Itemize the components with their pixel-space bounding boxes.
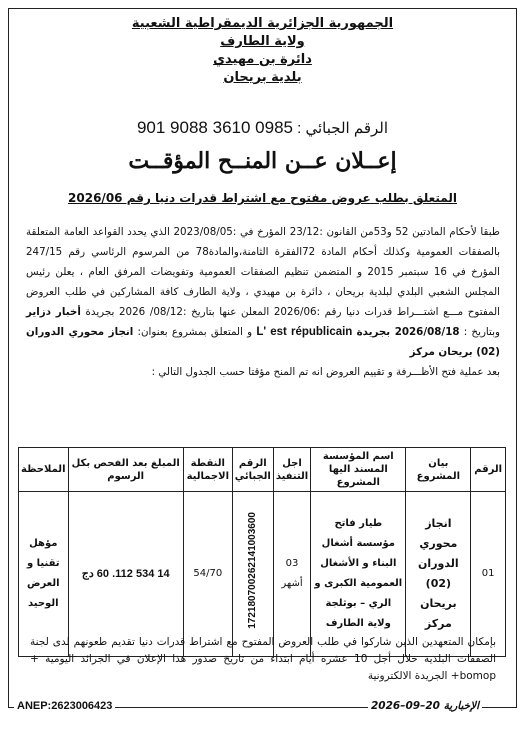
award-table [18, 447, 506, 657]
header-commune: بلدية بريحان [223, 70, 302, 85]
table-header-row [19, 448, 506, 492]
cell-tax [232, 492, 273, 657]
newspaper-name: أخبار دزاير [26, 306, 81, 318]
header-daira: دائرة بن مهيدي [213, 52, 312, 67]
header-num: الرقم [471, 448, 506, 492]
project-title: انجاز محوري الدوران (02) بريحان مركز [26, 326, 500, 358]
header-amount: المبلغ بعد الفحص بكل الرسوم [68, 448, 183, 492]
tax-id [0, 118, 525, 138]
tax-id-value: 0985 3610 9088 901 [136, 118, 293, 137]
cell-score: 54/70 [183, 492, 232, 657]
header-wilaya: ولاية الطارف [220, 34, 305, 49]
header-note: الملاحظة [19, 448, 69, 492]
header-project: بيان المشروع [406, 448, 471, 492]
cell-num: 01 [471, 492, 506, 657]
notice-body [26, 222, 500, 382]
body-paragraph: طبقا لأحكام المادتين 52 و53من القانون :23/12 المؤرخ في :2023/08/05 الذي يحدد القواعد العامة المتعلقة بالصفقات العمومية وكذلك أحكام المادة 72الفقرة الثامنة،والمادة78 من المرسوم الرئاسي رقم 247/15 المؤرخ في 16 سبتمبر 2015 و المتضمن تنظيم الصفقات العمومية وتفويضات المرفق العام ، يعلن رئيس المجلس الشعبي البلدي لبلدية بريحان ، دائرة بن مهيدي ، ولاية الطارف كافة المشاركين في طلب العروض المفتوح مـــع اشتـــراط قدرات دنيا رقم :2026/06 المعلن عنها بتاريخ :08/12/ 2026 بجريدة [26, 226, 501, 318]
header-score: النقطة الاجمالية [183, 448, 232, 492]
cell-company: طيار فاتح مؤسسة أشغال البناء و الأشغال العمومية الكبرى و الري – بوثلجة ولاية الطارف [311, 492, 406, 657]
cell-amount: 14 534 112. 60 دج [68, 492, 183, 657]
body-paragraph-2: بعد عملية فتح الأظـــرفة و تقييم العروض انه تم المنح مؤقتا حسب الجدول التالي : [151, 366, 500, 378]
body-text: و المتعلق بمشروع بعنوان: [137, 326, 253, 338]
cell-tax-value: 172180700262141003600 [246, 511, 258, 629]
french-newspaper-name: L' est républicain [256, 326, 353, 338]
notice-title: إعــلان عــن المنــح المؤقــت [128, 148, 397, 174]
header-country: الجمهورية الجزائرية الديمقراطية الشعبية [131, 16, 394, 31]
header-tax: الرقم الجبائي [232, 448, 273, 492]
header-company: اسم المؤسسة المسند اليها المشروع [311, 448, 406, 492]
second-publication-date: 2026/08/18 بجريدة [356, 326, 460, 338]
newspaper-footer: الإخبارية 20–09–2026 [368, 700, 482, 712]
body-text: وبتاريخ : [463, 326, 501, 338]
anep-reference: ANEP:2623006423 [14, 700, 115, 712]
tax-id-label: الرقم الجبائي : [297, 120, 389, 137]
header-deadline: اجل التنفيذ [273, 448, 310, 492]
appeal-notice: بإمكان المتعهدين الذين شاركوا في طلب العروض المفتوح مع اشتراط قدرات دنيا تقديم طعونهم لدى لجنة الصفقات البلدية خلال أجل 10 عشرة أيام ابتداء من تاريخ صدور هذا الإعلان في الجرائد اليومية + bomop+ الجريدة الالكترونية [30, 636, 496, 682]
notice-subtitle: المتعلق بطلب عروض مفتوح مع اشتراط قدرات دنيا رقم 2026/06 [68, 191, 457, 205]
cell-note: مؤهل تقنيا و العرض الوحيد [19, 492, 69, 657]
cell-deadline: 03 أشهر [273, 492, 310, 657]
cell-project: انجاز محوري الدوران (02) بريحان مركز [406, 492, 471, 657]
table-row [19, 492, 506, 657]
